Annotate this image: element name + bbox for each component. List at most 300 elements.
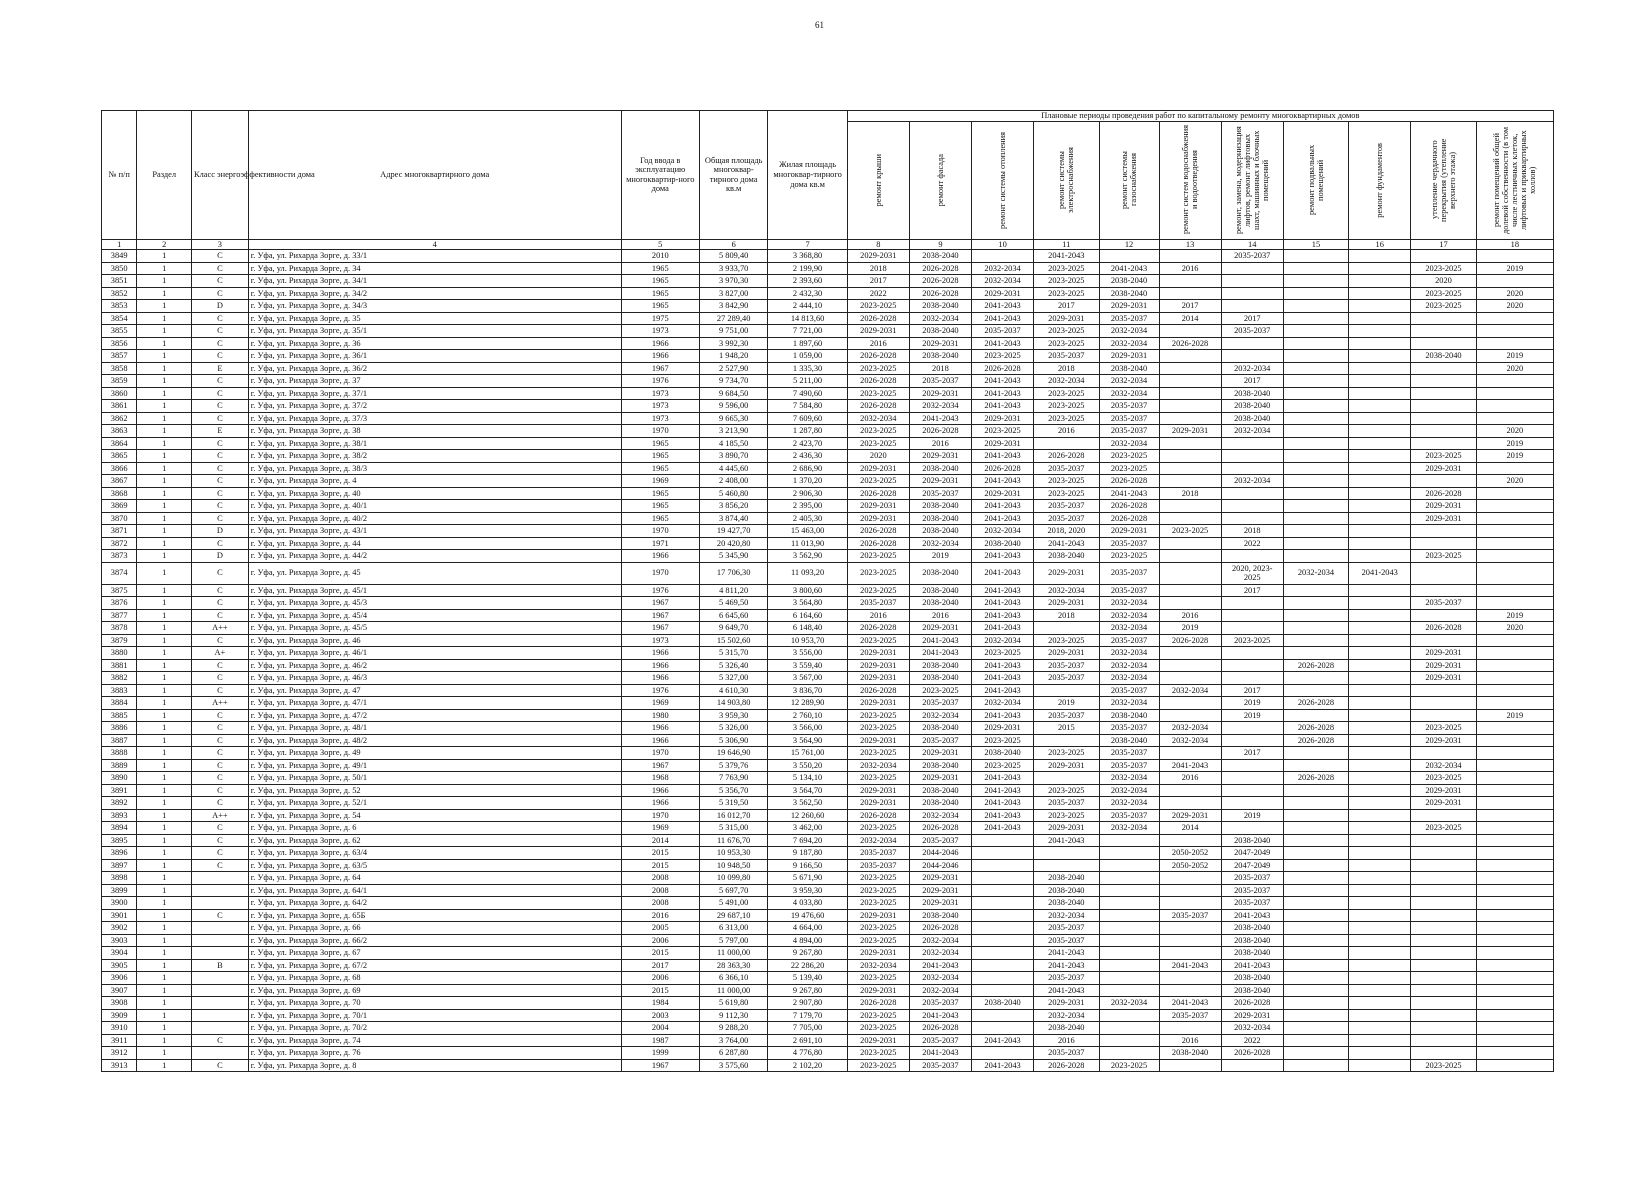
row-number-cell: 3873 bbox=[102, 550, 137, 563]
energy-class-cell: C bbox=[192, 584, 249, 597]
facade-repair-cell: 2026-2028 bbox=[909, 275, 971, 288]
gas-repair-cell: 2029-2031 bbox=[1099, 525, 1159, 538]
water-repair-cell bbox=[1159, 387, 1221, 400]
row-number-cell: 3856 bbox=[102, 337, 137, 350]
address-cell: г. Уфа, ул. Рихарда Зорге, д. 54 bbox=[248, 809, 621, 822]
facade-repair-cell: 2026-2028 bbox=[909, 425, 971, 438]
table-row bbox=[102, 609, 1554, 622]
attic-insulation-cell bbox=[1411, 475, 1476, 488]
table-row bbox=[102, 897, 1554, 910]
section-cell: 1 bbox=[137, 412, 192, 425]
facade-repair-cell: 2029-2031 bbox=[909, 337, 971, 350]
living-area-cell: 2 432,30 bbox=[768, 287, 847, 300]
section-cell: 1 bbox=[137, 400, 192, 413]
living-area-cell: 5 671,90 bbox=[768, 872, 847, 885]
common-premises-repair-cell bbox=[1476, 659, 1553, 672]
living-area-cell: 2 907,80 bbox=[768, 997, 847, 1010]
roof-repair-cell: 2026-2028 bbox=[847, 400, 909, 413]
roof-repair-cell: 2029-2031 bbox=[847, 659, 909, 672]
address-cell: г. Уфа, ул. Рихарда Зорге, д. 68 bbox=[248, 972, 621, 985]
total-area-cell: 7 763,90 bbox=[699, 772, 768, 785]
total-area-cell: 27 289,40 bbox=[699, 312, 768, 325]
heating-repair-cell: 2023-2025 bbox=[972, 647, 1034, 660]
roof-repair-cell: 2023-2025 bbox=[847, 1009, 909, 1022]
year-cell: 1999 bbox=[621, 1047, 699, 1060]
energy-class-cell bbox=[192, 1009, 249, 1022]
living-area-cell: 2 906,30 bbox=[768, 487, 847, 500]
heating-repair-cell: 2029-2031 bbox=[972, 722, 1034, 735]
water-repair-cell: 2023-2025 bbox=[1159, 525, 1221, 538]
foundation-repair-cell bbox=[1349, 997, 1411, 1010]
column-number: 14 bbox=[1221, 239, 1283, 250]
heating-repair-cell bbox=[972, 972, 1034, 985]
foundation-repair-cell bbox=[1349, 462, 1411, 475]
water-repair-cell: 2035-2037 bbox=[1159, 1009, 1221, 1022]
total-area-cell: 9 112,30 bbox=[699, 1009, 768, 1022]
roof-repair-cell: 2029-2031 bbox=[847, 325, 909, 338]
gas-repair-cell: 2032-2034 bbox=[1099, 325, 1159, 338]
facade-repair-cell: 2029-2031 bbox=[909, 747, 971, 760]
attic-insulation-cell bbox=[1411, 312, 1476, 325]
attic-insulation-cell bbox=[1411, 325, 1476, 338]
electric-repair-cell: 2041-2043 bbox=[1034, 834, 1099, 847]
common-premises-repair-cell bbox=[1476, 400, 1553, 413]
foundation-repair-cell bbox=[1349, 250, 1411, 263]
facade-repair-cell: 2035-2037 bbox=[909, 734, 971, 747]
table-row bbox=[102, 684, 1554, 697]
column-number: 12 bbox=[1099, 239, 1159, 250]
year-cell: 2015 bbox=[621, 859, 699, 872]
roof-repair-cell: 2029-2031 bbox=[847, 784, 909, 797]
energy-class-cell: C bbox=[192, 847, 249, 860]
basement-repair-cell bbox=[1283, 512, 1348, 525]
section-cell: 1 bbox=[137, 1009, 192, 1022]
electric-repair-cell: 2023-2025 bbox=[1034, 325, 1099, 338]
energy-class-cell: C bbox=[192, 797, 249, 810]
basement-repair-cell bbox=[1283, 597, 1348, 610]
electric-repair-cell: 2041-2043 bbox=[1034, 947, 1099, 960]
energy-class-cell: C bbox=[192, 709, 249, 722]
gas-repair-cell: 2032-2034 bbox=[1099, 375, 1159, 388]
row-number-cell: 3855 bbox=[102, 325, 137, 338]
attic-insulation-cell: 2023-2025 bbox=[1411, 450, 1476, 463]
address-cell: г. Уфа, ул. Рихарда Зорге, д. 45/5 bbox=[248, 622, 621, 635]
column-number: 7 bbox=[768, 239, 847, 250]
common-premises-repair-cell bbox=[1476, 462, 1553, 475]
energy-class-cell: C bbox=[192, 412, 249, 425]
roof-repair-cell: 2029-2031 bbox=[847, 797, 909, 810]
table-row bbox=[102, 437, 1554, 450]
heating-repair-cell: 2041-2043 bbox=[972, 562, 1034, 584]
electric-repair-cell: 2035-2037 bbox=[1034, 672, 1099, 685]
row-number-cell: 3874 bbox=[102, 562, 137, 584]
table-row bbox=[102, 847, 1554, 860]
roof-repair-cell: 2023-2025 bbox=[847, 550, 909, 563]
elevator-repair-cell: 2017 bbox=[1221, 312, 1283, 325]
address-cell: г. Уфа, ул. Рихарда Зорге, д. 69 bbox=[248, 984, 621, 997]
table-row bbox=[102, 250, 1554, 263]
facade-repair-cell: 2038-2040 bbox=[909, 659, 971, 672]
water-repair-cell: 2038-2040 bbox=[1159, 1047, 1221, 1060]
energy-class-cell: C bbox=[192, 537, 249, 550]
common-premises-repair-cell bbox=[1476, 250, 1553, 263]
basement-repair-cell bbox=[1283, 634, 1348, 647]
foundation-repair-cell bbox=[1349, 437, 1411, 450]
total-area-cell: 9 288,20 bbox=[699, 1022, 768, 1035]
row-number-cell: 3891 bbox=[102, 784, 137, 797]
table-row bbox=[102, 1009, 1554, 1022]
foundation-repair-cell bbox=[1349, 922, 1411, 935]
attic-insulation-cell bbox=[1411, 934, 1476, 947]
row-number-cell: 3900 bbox=[102, 897, 137, 910]
basement-repair-cell bbox=[1283, 584, 1348, 597]
living-area-cell: 2 691,10 bbox=[768, 1034, 847, 1047]
row-number-cell: 3909 bbox=[102, 1009, 137, 1022]
gas-repair-cell: 2023-2025 bbox=[1099, 550, 1159, 563]
table-row bbox=[102, 784, 1554, 797]
common-premises-repair-cell: 2020 bbox=[1476, 300, 1553, 313]
heating-repair-cell: 2032-2034 bbox=[972, 634, 1034, 647]
address-cell: г. Уфа, ул. Рихарда Зорге, д. 33/1 bbox=[248, 250, 621, 263]
energy-class-cell: A++ bbox=[192, 809, 249, 822]
energy-class-cell: C bbox=[192, 450, 249, 463]
table-row bbox=[102, 647, 1554, 660]
section-cell: 1 bbox=[137, 747, 192, 760]
gas-repair-cell: 2032-2034 bbox=[1099, 784, 1159, 797]
column-number: 16 bbox=[1349, 239, 1411, 250]
total-area-cell: 2 527,90 bbox=[699, 362, 768, 375]
gas-repair-cell: 2032-2034 bbox=[1099, 597, 1159, 610]
attic-insulation-cell: 2032-2034 bbox=[1411, 759, 1476, 772]
energy-class-cell: C bbox=[192, 634, 249, 647]
attic-insulation-cell bbox=[1411, 834, 1476, 847]
facade-repair-cell: 2038-2040 bbox=[909, 584, 971, 597]
address-cell: г. Уфа, ул. Рихарда Зорге, д. 43/1 bbox=[248, 525, 621, 538]
basement-repair-cell bbox=[1283, 759, 1348, 772]
water-repair-cell: 2026-2028 bbox=[1159, 634, 1221, 647]
table-row bbox=[102, 412, 1554, 425]
column-number: 11 bbox=[1034, 239, 1099, 250]
living-area-cell: 3 462,00 bbox=[768, 822, 847, 835]
attic-insulation-cell bbox=[1411, 609, 1476, 622]
elevator-repair-cell bbox=[1221, 784, 1283, 797]
facade-repair-cell: 2035-2037 bbox=[909, 997, 971, 1010]
year-cell: 1967 bbox=[621, 362, 699, 375]
basement-repair-cell bbox=[1283, 1009, 1348, 1022]
section-cell: 1 bbox=[137, 300, 192, 313]
water-repair-cell bbox=[1159, 834, 1221, 847]
gas-repair-cell: 2032-2034 bbox=[1099, 337, 1159, 350]
section-cell: 1 bbox=[137, 684, 192, 697]
section-cell: 1 bbox=[137, 437, 192, 450]
table-row bbox=[102, 537, 1554, 550]
common-premises-repair-cell bbox=[1476, 934, 1553, 947]
water-repair-cell bbox=[1159, 462, 1221, 475]
basement-repair-cell bbox=[1283, 747, 1348, 760]
water-repair-cell: 2014 bbox=[1159, 822, 1221, 835]
table-row bbox=[102, 475, 1554, 488]
heating-repair-cell: 2041-2043 bbox=[972, 312, 1034, 325]
basement-repair-cell: 2026-2028 bbox=[1283, 734, 1348, 747]
energy-class-cell: C bbox=[192, 759, 249, 772]
total-area-cell: 29 687,10 bbox=[699, 909, 768, 922]
energy-class-cell: C bbox=[192, 287, 249, 300]
foundation-repair-cell bbox=[1349, 697, 1411, 710]
common-premises-repair-cell bbox=[1476, 822, 1553, 835]
year-cell: 1965 bbox=[621, 462, 699, 475]
table-row bbox=[102, 512, 1554, 525]
water-repair-cell bbox=[1159, 412, 1221, 425]
table-row bbox=[102, 747, 1554, 760]
basement-repair-cell bbox=[1283, 684, 1348, 697]
facade-repair-cell: 2032-2034 bbox=[909, 400, 971, 413]
heating-repair-cell: 2041-2043 bbox=[972, 1034, 1034, 1047]
roof-repair-cell: 2023-2025 bbox=[847, 722, 909, 735]
section-cell: 1 bbox=[137, 387, 192, 400]
basement-repair-cell bbox=[1283, 909, 1348, 922]
year-cell: 1966 bbox=[621, 722, 699, 735]
attic-insulation-cell: 2029-2031 bbox=[1411, 797, 1476, 810]
roof-repair-cell: 2023-2025 bbox=[847, 475, 909, 488]
heating-repair-cell: 2038-2040 bbox=[972, 747, 1034, 760]
energy-class-cell: C bbox=[192, 772, 249, 785]
gas-repair-cell: 2032-2034 bbox=[1099, 437, 1159, 450]
address-cell: г. Уфа, ул. Рихарда Зорге, д. 40/1 bbox=[248, 500, 621, 513]
basement-repair-cell: 2026-2028 bbox=[1283, 697, 1348, 710]
elevator-repair-cell: 2022 bbox=[1221, 537, 1283, 550]
facade-repair-cell: 2044-2046 bbox=[909, 859, 971, 872]
heating-repair-cell: 2041-2043 bbox=[972, 609, 1034, 622]
elevator-repair-cell: 2023-2025 bbox=[1221, 634, 1283, 647]
electric-repair-cell: 2023-2025 bbox=[1034, 487, 1099, 500]
row-number-cell: 3908 bbox=[102, 997, 137, 1010]
attic-insulation-cell bbox=[1411, 362, 1476, 375]
basement-repair-cell bbox=[1283, 1022, 1348, 1035]
facade-repair-cell: 2038-2040 bbox=[909, 462, 971, 475]
foundation-repair-cell: 2041-2043 bbox=[1349, 562, 1411, 584]
address-cell: г. Уфа, ул. Рихарда Зорге, д. 36/2 bbox=[248, 362, 621, 375]
header-column-numbers bbox=[102, 239, 1554, 250]
gas-repair-cell: 2032-2034 bbox=[1099, 697, 1159, 710]
basement-repair-cell bbox=[1283, 1047, 1348, 1060]
row-number-cell: 3913 bbox=[102, 1059, 137, 1072]
energy-class-cell: C bbox=[192, 375, 249, 388]
basement-repair-cell bbox=[1283, 984, 1348, 997]
heating-repair-cell bbox=[972, 872, 1034, 885]
total-area-cell: 5 379,76 bbox=[699, 759, 768, 772]
address-cell: г. Уфа, ул. Рихарда Зорге, д. 35 bbox=[248, 312, 621, 325]
total-area-cell: 3 890,70 bbox=[699, 450, 768, 463]
facade-repair-cell: 2032-2034 bbox=[909, 312, 971, 325]
gas-repair-cell: 2035-2037 bbox=[1099, 412, 1159, 425]
roof-repair-cell: 2023-2025 bbox=[847, 884, 909, 897]
section-cell: 1 bbox=[137, 1022, 192, 1035]
elevator-repair-cell bbox=[1221, 450, 1283, 463]
living-area-cell: 7 705,00 bbox=[768, 1022, 847, 1035]
elevator-repair-cell: 2017 bbox=[1221, 375, 1283, 388]
living-area-cell: 7 694,20 bbox=[768, 834, 847, 847]
section-cell: 1 bbox=[137, 462, 192, 475]
living-area-cell: 4 664,00 bbox=[768, 922, 847, 935]
common-premises-repair-cell: 2019 bbox=[1476, 609, 1553, 622]
heating-repair-cell: 2041-2043 bbox=[972, 822, 1034, 835]
address-cell: г. Уфа, ул. Рихарда Зорге, д. 67 bbox=[248, 947, 621, 960]
elevator-repair-cell: 2038-2040 bbox=[1221, 412, 1283, 425]
roof-repair-cell: 2023-2025 bbox=[847, 772, 909, 785]
water-repair-cell bbox=[1159, 934, 1221, 947]
living-area-cell: 11 013,90 bbox=[768, 537, 847, 550]
energy-class-cell: C bbox=[192, 487, 249, 500]
basement-repair-cell bbox=[1283, 822, 1348, 835]
common-premises-repair-cell bbox=[1476, 897, 1553, 910]
year-cell: 1969 bbox=[621, 697, 699, 710]
gas-repair-cell: 2035-2037 bbox=[1099, 759, 1159, 772]
elevator-repair-cell bbox=[1221, 622, 1283, 635]
heating-repair-cell: 2041-2043 bbox=[972, 337, 1034, 350]
energy-class-cell: C bbox=[192, 350, 249, 363]
common-premises-repair-cell bbox=[1476, 647, 1553, 660]
gas-repair-cell: 2023-2025 bbox=[1099, 450, 1159, 463]
electric-repair-cell: 2023-2025 bbox=[1034, 475, 1099, 488]
facade-repair-cell: 2016 bbox=[909, 437, 971, 450]
total-area-cell: 4 811,20 bbox=[699, 584, 768, 597]
row-number-cell: 3863 bbox=[102, 425, 137, 438]
foundation-repair-cell bbox=[1349, 597, 1411, 610]
section-cell: 1 bbox=[137, 287, 192, 300]
living-area-cell: 2 405,30 bbox=[768, 512, 847, 525]
common-premises-repair-cell: 2019 bbox=[1476, 262, 1553, 275]
basement-repair-cell bbox=[1283, 325, 1348, 338]
facade-repair-cell: 2041-2043 bbox=[909, 412, 971, 425]
section-cell: 1 bbox=[137, 337, 192, 350]
foundation-repair-cell bbox=[1349, 287, 1411, 300]
section-cell: 1 bbox=[137, 1034, 192, 1047]
year-cell: 1987 bbox=[621, 1034, 699, 1047]
roof-repair-cell: 2026-2028 bbox=[847, 537, 909, 550]
section-cell: 1 bbox=[137, 500, 192, 513]
roof-repair-cell: 2023-2025 bbox=[847, 437, 909, 450]
living-area-cell: 1 335,30 bbox=[768, 362, 847, 375]
electric-repair-cell: 2023-2025 bbox=[1034, 412, 1099, 425]
year-cell: 1970 bbox=[621, 425, 699, 438]
elevator-repair-cell bbox=[1221, 759, 1283, 772]
total-area-cell: 3 764,00 bbox=[699, 1034, 768, 1047]
roof-repair-cell: 2023-2025 bbox=[847, 747, 909, 760]
row-number-cell: 3852 bbox=[102, 287, 137, 300]
section-cell: 1 bbox=[137, 934, 192, 947]
water-repair-cell bbox=[1159, 672, 1221, 685]
total-area-cell: 3 827,00 bbox=[699, 287, 768, 300]
living-area-cell: 3 836,70 bbox=[768, 684, 847, 697]
foundation-repair-cell bbox=[1349, 834, 1411, 847]
living-area-cell: 4 033,80 bbox=[768, 897, 847, 910]
elevator-repair-cell: 2017 bbox=[1221, 684, 1283, 697]
row-number-cell: 3884 bbox=[102, 697, 137, 710]
facade-repair-cell: 2038-2040 bbox=[909, 325, 971, 338]
row-number-cell: 3879 bbox=[102, 634, 137, 647]
section-cell: 1 bbox=[137, 772, 192, 785]
elevator-repair-cell: 2035-2037 bbox=[1221, 884, 1283, 897]
elevator-repair-cell bbox=[1221, 462, 1283, 475]
elevator-repair-cell bbox=[1221, 672, 1283, 685]
attic-insulation-cell: 2029-2031 bbox=[1411, 784, 1476, 797]
roof-repair-cell: 2023-2025 bbox=[847, 922, 909, 935]
energy-class-cell bbox=[192, 997, 249, 1010]
electric-repair-cell: 2018 bbox=[1034, 362, 1099, 375]
common-premises-repair-cell bbox=[1476, 747, 1553, 760]
energy-class-cell: C bbox=[192, 1034, 249, 1047]
section-cell: 1 bbox=[137, 909, 192, 922]
facade-repair-cell: 2035-2037 bbox=[909, 834, 971, 847]
electric-repair-cell bbox=[1034, 734, 1099, 747]
energy-class-cell: E bbox=[192, 362, 249, 375]
gas-repair-cell: 2026-2028 bbox=[1099, 512, 1159, 525]
basement-repair-cell bbox=[1283, 475, 1348, 488]
table-row bbox=[102, 634, 1554, 647]
total-area-cell: 19 646,90 bbox=[699, 747, 768, 760]
foundation-repair-cell bbox=[1349, 1034, 1411, 1047]
energy-class-cell bbox=[192, 984, 249, 997]
electric-repair-cell: 2023-2025 bbox=[1034, 634, 1099, 647]
water-repair-cell: 2032-2034 bbox=[1159, 734, 1221, 747]
common-premises-repair-cell: 2020 bbox=[1476, 622, 1553, 635]
total-area-cell: 11 676,70 bbox=[699, 834, 768, 847]
total-area-cell: 17 706,30 bbox=[699, 562, 768, 584]
attic-insulation-cell: 2029-2031 bbox=[1411, 647, 1476, 660]
roof-repair-cell: 2023-2025 bbox=[847, 934, 909, 947]
gas-repair-cell bbox=[1099, 872, 1159, 885]
heating-repair-cell: 2041-2043 bbox=[972, 512, 1034, 525]
electric-repair-cell: 2035-2037 bbox=[1034, 350, 1099, 363]
attic-insulation-cell: 2023-2025 bbox=[1411, 722, 1476, 735]
facade-repair-cell: 2038-2040 bbox=[909, 672, 971, 685]
row-number-cell: 3866 bbox=[102, 462, 137, 475]
basement-repair-cell bbox=[1283, 275, 1348, 288]
address-cell: г. Уфа, ул. Рихарда Зорге, д. 37/2 bbox=[248, 400, 621, 413]
section-cell: 1 bbox=[137, 859, 192, 872]
facade-repair-cell: 2026-2028 bbox=[909, 1022, 971, 1035]
elevator-repair-cell bbox=[1221, 512, 1283, 525]
gas-repair-cell: 2041-2043 bbox=[1099, 487, 1159, 500]
water-repair-cell bbox=[1159, 562, 1221, 584]
basement-repair-cell bbox=[1283, 622, 1348, 635]
elevator-repair-cell: 2017 bbox=[1221, 747, 1283, 760]
total-area-cell: 10 099,80 bbox=[699, 872, 768, 885]
common-premises-repair-cell bbox=[1476, 834, 1553, 847]
section-cell: 1 bbox=[137, 659, 192, 672]
attic-insulation-cell bbox=[1411, 947, 1476, 960]
roof-repair-cell: 2029-2031 bbox=[847, 734, 909, 747]
elevator-repair-cell: 2019 bbox=[1221, 709, 1283, 722]
roof-repair-cell: 2032-2034 bbox=[847, 959, 909, 972]
address-cell: г. Уфа, ул. Рихарда Зорге, д. 34 bbox=[248, 262, 621, 275]
year-cell: 1965 bbox=[621, 500, 699, 513]
foundation-repair-cell bbox=[1349, 984, 1411, 997]
electric-repair-cell: 2035-2037 bbox=[1034, 659, 1099, 672]
table-row bbox=[102, 262, 1554, 275]
elevator-repair-cell bbox=[1221, 337, 1283, 350]
energy-class-cell bbox=[192, 1047, 249, 1060]
header-work-1: ремонт крыши bbox=[847, 121, 909, 239]
electric-repair-cell: 2023-2025 bbox=[1034, 275, 1099, 288]
section-cell: 1 bbox=[137, 972, 192, 985]
facade-repair-cell: 2038-2040 bbox=[909, 784, 971, 797]
elevator-repair-cell: 2026-2028 bbox=[1221, 997, 1283, 1010]
basement-repair-cell bbox=[1283, 834, 1348, 847]
roof-repair-cell: 2026-2028 bbox=[847, 684, 909, 697]
foundation-repair-cell bbox=[1349, 537, 1411, 550]
living-area-cell: 2 686,90 bbox=[768, 462, 847, 475]
